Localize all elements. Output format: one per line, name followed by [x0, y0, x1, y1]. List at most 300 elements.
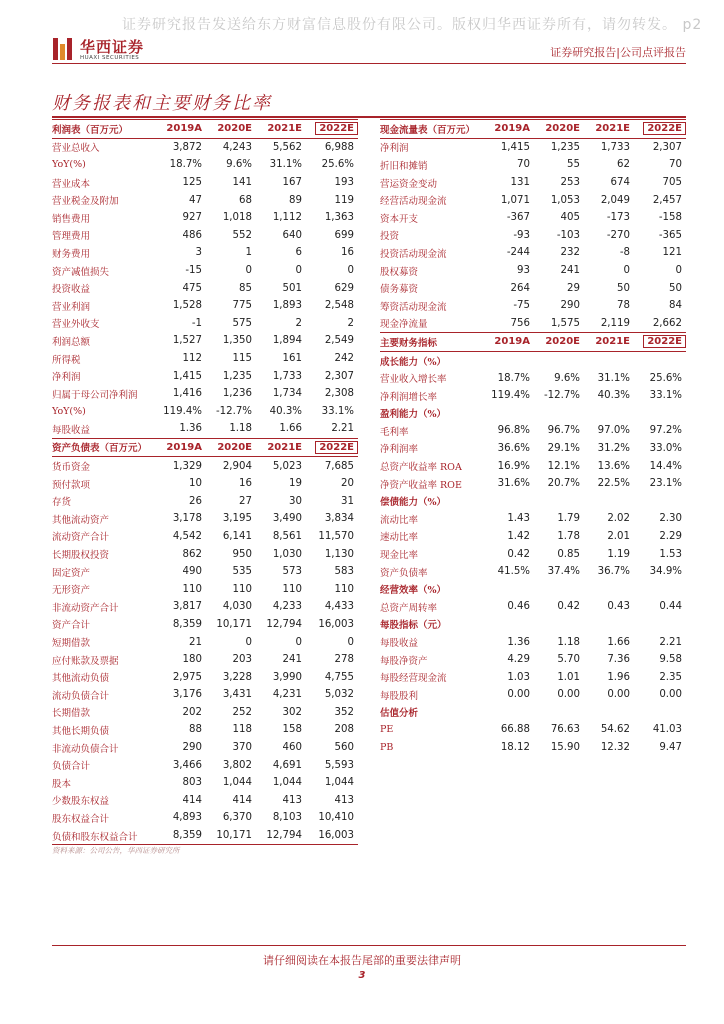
row-value: 264 [510, 282, 530, 294]
row-value: 1.18 [557, 636, 580, 648]
row-value: 37.4% [547, 566, 580, 578]
row-label: 营业总收入 [52, 143, 100, 155]
row-label: 营业收入增长率 [380, 374, 447, 386]
table-row [52, 721, 358, 739]
row-value: 2,049 [600, 194, 630, 206]
table-row [52, 774, 358, 792]
table-row [380, 387, 686, 405]
highlight-year: 2022E [315, 122, 358, 135]
row-value: 19 [289, 478, 302, 490]
table-row [52, 138, 358, 156]
row-label: 现金流量表（百万元） [380, 120, 484, 139]
table-row [52, 580, 358, 598]
table-row [52, 616, 358, 634]
row-value: 1,044 [222, 777, 252, 789]
row-value: 4,893 [172, 812, 202, 824]
row-value [634, 120, 686, 139]
row-label: 盈利能力（%） [380, 409, 447, 421]
row-label: 净利润 [380, 143, 409, 155]
row-value: -158 [658, 212, 682, 224]
watermark: 证券研究报告发送给东方财富信息股份有限公司。版权归华西证券所有，请勿转发。 p2 [122, 17, 703, 33]
row-value: 1,235 [550, 141, 580, 153]
row-value: 3 [195, 247, 202, 259]
row-value: 193 [334, 177, 354, 189]
row-value: 33.1% [321, 405, 354, 417]
row-value: 47 [189, 194, 202, 206]
row-value: 501 [282, 282, 302, 294]
row-label: 存货 [52, 497, 72, 509]
row-value [534, 492, 584, 510]
row-value: 414 [232, 794, 252, 806]
row-value: 40.3% [269, 405, 302, 417]
row-value: 89 [289, 194, 302, 206]
row-value: 9.47 [659, 742, 682, 754]
row-value: 0.46 [507, 601, 530, 613]
row-value: 97.2% [649, 425, 682, 437]
row-value: 2,457 [652, 194, 682, 206]
row-value: 1.42 [507, 530, 530, 542]
row-value: 68 [239, 194, 252, 206]
table-subheader-row [380, 704, 686, 722]
row-value [534, 704, 584, 722]
table-row [380, 457, 686, 475]
table-row [380, 209, 686, 227]
row-value: 756 [510, 317, 530, 329]
row-value: 97.0% [597, 425, 630, 437]
table-subheader-row [380, 616, 686, 634]
table-row [380, 651, 686, 669]
row-label: 负债合计 [52, 761, 91, 773]
row-label: 折旧和摊销 [380, 160, 428, 172]
row-value: 1 [245, 247, 252, 259]
row-value: 88 [189, 724, 202, 736]
row-value: 1,053 [550, 194, 580, 206]
row-value: 1,350 [222, 335, 252, 347]
row-value: 1.36 [507, 636, 530, 648]
row-value [584, 351, 634, 369]
row-value: 0.00 [659, 689, 682, 701]
left-financial-table [52, 119, 358, 845]
row-value: 203 [232, 654, 252, 666]
row-label: 主要财务指标 [380, 333, 484, 352]
table-row [52, 827, 358, 845]
row-value: -103 [556, 229, 580, 241]
row-value: 2021E [256, 120, 306, 139]
row-label: 营业利润 [52, 301, 91, 313]
row-value: 16,003 [318, 618, 354, 630]
row-value [306, 120, 358, 139]
table-row [52, 174, 358, 192]
row-label: 成长能力（%） [380, 356, 447, 368]
row-label: 速动比率 [380, 532, 419, 544]
table-row [380, 262, 686, 280]
row-value: 70 [517, 159, 530, 171]
row-value: 475 [182, 282, 202, 294]
row-value: 3,195 [222, 513, 252, 525]
row-value: 2021E [584, 120, 634, 139]
table-row [52, 279, 358, 297]
row-value: 278 [334, 654, 354, 666]
row-value [484, 492, 534, 510]
row-value: 31.1% [269, 159, 302, 171]
row-label: 投资 [380, 231, 400, 243]
row-value: 5,032 [324, 689, 354, 701]
table-row [380, 633, 686, 651]
section-title: 财务报表和主要财务比率 [52, 93, 272, 114]
row-value: 4,243 [222, 141, 252, 153]
row-value: 2019A [156, 438, 206, 457]
row-value: 1.79 [557, 513, 580, 525]
row-value: 2021E [584, 333, 634, 352]
row-value: 25.6% [321, 159, 354, 171]
row-value: 16,003 [306, 827, 358, 845]
row-value: 1.66 [279, 423, 302, 435]
row-value [634, 405, 686, 423]
table-row [52, 367, 358, 385]
row-value: 4,542 [172, 530, 202, 542]
row-value: 29 [567, 282, 580, 294]
row-value: 1.18 [229, 423, 252, 435]
row-value: 640 [282, 229, 302, 241]
row-value: 2019A [156, 120, 206, 139]
row-label: 资产合计 [52, 620, 91, 632]
row-label: 股权募资 [380, 266, 419, 278]
row-label: 预付款项 [52, 479, 91, 491]
row-value: 121 [662, 247, 682, 259]
row-value: 25.6% [649, 372, 682, 384]
row-value: 14.4% [649, 460, 682, 472]
row-value [634, 580, 686, 598]
row-value: 5.70 [557, 654, 580, 666]
table-row [380, 422, 686, 440]
row-value: 112 [182, 353, 202, 365]
row-value [584, 492, 634, 510]
row-value [634, 351, 686, 369]
row-value: 290 [560, 300, 580, 312]
row-value: 54.62 [600, 724, 630, 736]
row-value: 1,235 [222, 370, 252, 382]
row-value: 10,171 [206, 827, 256, 845]
row-value: 110 [182, 583, 202, 595]
row-label: 长期股权投资 [52, 550, 110, 562]
row-value: 1,415 [500, 141, 530, 153]
row-value: 1.36 [179, 423, 202, 435]
row-value: 2,975 [172, 671, 202, 683]
row-value [484, 405, 534, 423]
row-value: 41.5% [497, 566, 530, 578]
row-value: 1,575 [550, 317, 580, 329]
row-label: 流动比率 [380, 514, 419, 526]
table-header-row [52, 120, 358, 139]
row-value [584, 616, 634, 634]
row-value: 2.21 [331, 423, 354, 435]
table-subheader-row [380, 492, 686, 510]
row-value: 583 [334, 566, 354, 578]
row-value: 3,802 [222, 759, 252, 771]
row-value: 22.5% [597, 478, 630, 490]
row-value: -12.7% [543, 390, 580, 402]
row-value: 118 [232, 724, 252, 736]
row-value: 803 [182, 777, 202, 789]
row-value: 6 [295, 247, 302, 259]
row-value: 4,030 [222, 601, 252, 613]
row-value: 18.7% [169, 159, 202, 171]
row-value: 115 [232, 353, 252, 365]
row-value: 40.3% [597, 390, 630, 402]
row-value [534, 580, 584, 598]
row-value: 3,466 [172, 759, 202, 771]
row-value: -244 [506, 247, 530, 259]
row-value: 3,990 [272, 671, 302, 683]
row-value: 232 [560, 247, 580, 259]
table-row [52, 704, 358, 722]
source-note: 资料来源：公司公告，华西证券研究所 [52, 846, 180, 855]
table-row [52, 598, 358, 616]
row-value: 41.03 [652, 724, 682, 736]
table-row [380, 315, 686, 333]
row-value: 30 [289, 495, 302, 507]
table-row [380, 598, 686, 616]
row-label: 投资收益 [52, 284, 91, 296]
row-value: 405 [560, 212, 580, 224]
row-label: 其他流动资产 [52, 514, 110, 526]
row-value: 34.9% [649, 566, 682, 578]
row-label: 每股收益 [52, 424, 91, 436]
table-row [52, 350, 358, 368]
row-value: 5,593 [324, 759, 354, 771]
row-value: 0 [347, 265, 354, 277]
table-row [380, 668, 686, 686]
row-value: 110 [232, 583, 252, 595]
row-value: 552 [232, 229, 252, 241]
row-value: 141 [232, 177, 252, 189]
row-value: 560 [334, 742, 354, 754]
row-value: 119 [334, 194, 354, 206]
table-row [52, 756, 358, 774]
row-value: 0 [295, 265, 302, 277]
row-value: 161 [282, 353, 302, 365]
row-value: 8,103 [272, 812, 302, 824]
row-value: 12.32 [600, 742, 630, 754]
row-value: 352 [334, 706, 354, 718]
row-value: -1 [191, 317, 202, 329]
row-value: 1,415 [172, 370, 202, 382]
row-value: 0 [245, 265, 252, 277]
table-row [52, 668, 358, 686]
table-row [52, 633, 358, 651]
row-label: 经营效率（%） [380, 585, 447, 597]
row-value: 3,228 [222, 671, 252, 683]
row-value: 705 [662, 177, 682, 189]
row-value: 2,307 [652, 141, 682, 153]
row-label: 每股收益 [380, 638, 419, 650]
table-row [52, 420, 358, 438]
row-value: 84 [669, 300, 682, 312]
row-value: 1,018 [222, 212, 252, 224]
row-value: -93 [513, 229, 530, 241]
row-value: 1.96 [607, 671, 630, 683]
row-value: 2020E [534, 333, 584, 352]
row-label: 现金比率 [380, 550, 419, 562]
row-label: 净利润率 [380, 444, 419, 456]
table-subheader-row [380, 351, 686, 369]
row-value: 12,794 [266, 618, 302, 630]
table-row [52, 156, 358, 174]
row-label: 负债和股东权益合计 [52, 827, 156, 845]
table-row [52, 297, 358, 315]
row-label: 财务费用 [52, 248, 91, 260]
table-row [52, 385, 358, 403]
table-row [52, 262, 358, 280]
table-row [380, 156, 686, 174]
huaxi-logo-icon [52, 36, 74, 62]
row-value: 2020E [206, 438, 256, 457]
row-label: 每股指标（元） [380, 620, 447, 632]
row-value: 18.12 [500, 742, 530, 754]
row-value: 26 [189, 495, 202, 507]
row-value: 413 [282, 794, 302, 806]
table-row [380, 191, 686, 209]
row-value: 2020E [534, 120, 584, 139]
row-value [584, 405, 634, 423]
row-label: 总资产收益率 ROA [380, 462, 462, 474]
row-value: 36.7% [597, 566, 630, 578]
row-value: 31 [341, 495, 354, 507]
row-label: 非流动负债合计 [52, 743, 119, 755]
row-label: 其他流动负债 [52, 673, 110, 685]
row-label: 少数股东权益 [52, 796, 110, 808]
row-value: 0 [295, 636, 302, 648]
table-row [52, 191, 358, 209]
brand-name-cn: 华西证券 [80, 38, 145, 56]
table-row [380, 563, 686, 581]
page-number: 3 [358, 970, 366, 981]
row-value: -367 [506, 212, 530, 224]
row-value: 2,308 [324, 388, 354, 400]
row-value: 21 [189, 636, 202, 648]
row-value: 1,329 [172, 460, 202, 472]
row-value: 1,112 [272, 212, 302, 224]
row-value: 202 [182, 706, 202, 718]
row-value: 29.1% [547, 442, 580, 454]
row-label: 总资产周转率 [380, 602, 438, 614]
right-financial-table [380, 119, 686, 756]
row-label: 净利润增长率 [380, 391, 438, 403]
table-row [52, 492, 358, 510]
row-value: 2019A [484, 333, 534, 352]
row-value: 1,130 [324, 548, 354, 560]
row-value [534, 405, 584, 423]
row-label: 资产负债表（百万元） [52, 438, 156, 457]
row-value [584, 580, 634, 598]
row-value: 290 [182, 742, 202, 754]
row-label: PE [380, 724, 394, 736]
table-row [52, 651, 358, 669]
row-value: 8,561 [272, 530, 302, 542]
row-value: 1.01 [557, 671, 580, 683]
row-value [534, 616, 584, 634]
row-value: 2,904 [222, 460, 252, 472]
row-label: 资本开支 [380, 213, 419, 225]
table-row [380, 297, 686, 315]
row-label: 净利润 [52, 372, 81, 384]
row-label: YoY(%) [52, 405, 86, 417]
row-value: 125 [182, 177, 202, 189]
row-value: 0.00 [607, 689, 630, 701]
row-label: 短期借款 [52, 638, 91, 650]
table-row [380, 244, 686, 262]
table-row [52, 545, 358, 563]
row-value: 76.63 [550, 724, 580, 736]
table-row [52, 809, 358, 827]
row-label: 非流动资产合计 [52, 602, 119, 614]
row-label: 偿债能力（%） [380, 497, 447, 509]
row-value: 2 [347, 317, 354, 329]
row-label: 利润表（百万元） [52, 120, 156, 139]
table-row [380, 369, 686, 387]
row-value: 575 [232, 317, 252, 329]
table-row [52, 457, 358, 475]
row-value: 180 [182, 654, 202, 666]
row-value: 31.1% [597, 372, 630, 384]
row-value: 535 [232, 566, 252, 578]
row-value: 31.2% [597, 442, 630, 454]
row-value [484, 351, 534, 369]
row-value: 12.1% [547, 460, 580, 472]
row-value [534, 351, 584, 369]
row-value: 8,359 [156, 827, 206, 845]
row-value: 2020E [206, 120, 256, 139]
row-label: 债务募资 [380, 284, 419, 296]
row-value: 85 [239, 282, 252, 294]
row-value: 2.21 [659, 636, 682, 648]
row-value: 11,570 [318, 530, 354, 542]
legal-disclaimer: 请仔细阅读在本报告尾部的重要法律声明 [263, 954, 461, 967]
row-value: 3,431 [222, 689, 252, 701]
row-value: 1,030 [272, 548, 302, 560]
row-value: 3,872 [172, 141, 202, 153]
row-value: 0 [245, 636, 252, 648]
row-value: 252 [232, 706, 252, 718]
row-label: YoY(%) [52, 159, 86, 171]
row-value: 96.7% [547, 425, 580, 437]
row-value: 2021E [256, 438, 306, 457]
row-value: 302 [282, 706, 302, 718]
row-value [584, 704, 634, 722]
row-label: 营业成本 [52, 178, 91, 190]
row-value: 70 [669, 159, 682, 171]
row-label: 现金净流量 [380, 319, 428, 331]
row-value: 370 [232, 742, 252, 754]
row-value: 50 [617, 282, 630, 294]
table-row [52, 332, 358, 350]
row-value: 3,490 [272, 513, 302, 525]
brand-name-en: HUAXI SECURITIES [80, 55, 140, 61]
row-value: 0.42 [557, 601, 580, 613]
row-value [634, 616, 686, 634]
row-value: 93 [517, 265, 530, 277]
row-value: 1,236 [222, 388, 252, 400]
row-label: 流动负债合计 [52, 690, 110, 702]
table-row [52, 792, 358, 810]
row-value: 1.03 [507, 671, 530, 683]
row-value: 0.00 [507, 689, 530, 701]
table-row [380, 227, 686, 245]
row-value: 573 [282, 566, 302, 578]
row-value [484, 616, 534, 634]
row-label: 投资活动现金流 [380, 248, 447, 260]
row-value: 0.42 [507, 548, 530, 560]
